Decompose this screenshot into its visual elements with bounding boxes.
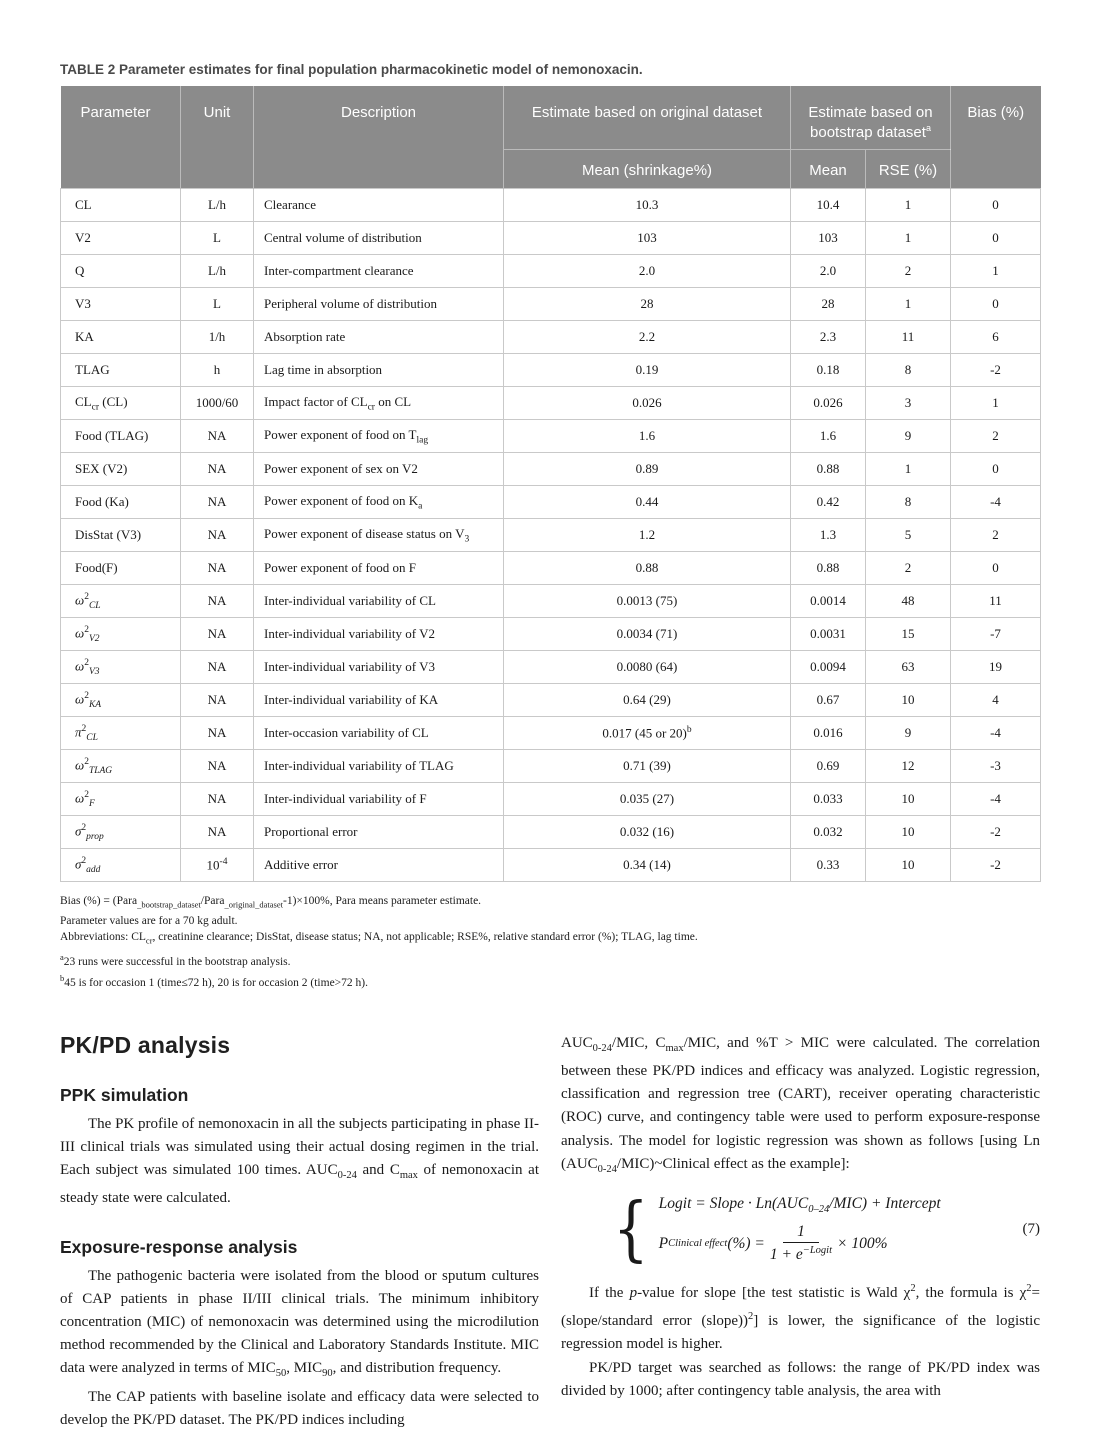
cell-est: 0.017 (45 or 20)$^b$	[504, 717, 791, 750]
cell-est: 0.71 (39)	[504, 750, 791, 783]
cell-mean: 0.18	[791, 354, 866, 387]
cell-rse: 1	[866, 222, 951, 255]
cell-param: $CL_{cr}$ (CL)	[61, 387, 181, 420]
cell-rse: 63	[866, 651, 951, 684]
cell-param: $\omega^2_{KA}$	[61, 684, 181, 717]
col-header-original-estimate: Estimate based on original dataset	[504, 86, 791, 150]
cell-est: 0.34 (14)	[504, 849, 791, 882]
cell-est: 0.64 (29)	[504, 684, 791, 717]
cell-param: DisStat (V3)	[61, 519, 181, 552]
equation-line-logit: Logit = Slope · $Ln(AUC_{0-24}/MIC)$ + Intercept	[658, 1194, 941, 1216]
equation-brace: {	[613, 1188, 649, 1270]
cell-unit: NA	[181, 585, 254, 618]
footnotes	[60, 893, 1040, 992]
cell-rse: 8	[866, 486, 951, 519]
cell-unit: NA	[181, 816, 254, 849]
table-row	[61, 684, 1041, 717]
cell-bias: -2	[951, 849, 1041, 882]
table-row	[61, 222, 1041, 255]
cell-param: Food (TLAG)	[61, 420, 181, 453]
cell-desc: Inter-individual variability of KA	[254, 684, 504, 717]
cell-bias: 0	[951, 189, 1041, 222]
cell-param: Food(F)	[61, 552, 181, 585]
cell-mean: 0.0014	[791, 585, 866, 618]
cell-desc: Central volume of distribution	[254, 222, 504, 255]
cell-desc: Inter-individual variability of CL	[254, 585, 504, 618]
table-row	[61, 321, 1041, 354]
cell-desc: Absorption rate	[254, 321, 504, 354]
cell-param: TLAG	[61, 354, 181, 387]
cell-param: SEX (V2)	[61, 453, 181, 486]
cell-est: 10.3	[504, 189, 791, 222]
cell-bias: -4	[951, 783, 1041, 816]
cell-est: 0.032 (16)	[504, 816, 791, 849]
cell-mean: 0.88	[791, 552, 866, 585]
cell-unit: NA	[181, 552, 254, 585]
right-column	[561, 1032, 1040, 1432]
cell-param: $\omega^2_F$	[61, 783, 181, 816]
table-row	[61, 618, 1041, 651]
cell-mean: 0.032	[791, 816, 866, 849]
cell-unit: L/h	[181, 255, 254, 288]
cell-unit: NA	[181, 453, 254, 486]
paragraph-ppk-simulation: The PK profile of nemonoxacin in all the subjects participating in phase II-III clinical trials was simulated using their actual dosing regimen in the trial. Each subject was simulated 100 times. $AUC_{0-24}$ and $C_{max}$ of nemonoxacin at steady state were calculated.	[60, 1115, 539, 1207]
cell-est: 0.0080 (64)	[504, 651, 791, 684]
table-row	[61, 255, 1041, 288]
footnote: $^a$23 runs were successful in the bootstrap analysis.	[60, 952, 291, 968]
cell-mean: 0.69	[791, 750, 866, 783]
equation-7	[561, 1188, 1040, 1270]
parameter-table	[60, 86, 1041, 882]
fraction-denominator	[770, 1243, 832, 1265]
cell-rse: 15	[866, 618, 951, 651]
equation-p-subscript: Clinical effect	[668, 1238, 728, 1250]
cell-bias: 0	[951, 222, 1041, 255]
cell-mean: 0.0031	[791, 618, 866, 651]
cell-rse: 8	[866, 354, 951, 387]
col-subheader-mean: Mean	[791, 150, 866, 189]
cell-rse: 12	[866, 750, 951, 783]
cell-mean: 28	[791, 288, 866, 321]
col-header-unit: Unit	[181, 86, 254, 189]
cell-rse: 1	[866, 453, 951, 486]
cell-bias: 19	[951, 651, 1041, 684]
cell-est: 28	[504, 288, 791, 321]
cell-mean: 1.3	[791, 519, 866, 552]
fraction-numerator: 1	[783, 1222, 819, 1243]
cell-desc: Lag time in absorption	[254, 354, 504, 387]
cell-desc: Power exponent of sex on V2	[254, 453, 504, 486]
col-subheader-rse: RSE (%)	[866, 150, 951, 189]
cell-rse: 2	[866, 552, 951, 585]
cell-est: 0.44	[504, 486, 791, 519]
equation-mid: (%) =	[727, 1234, 765, 1252]
footnote: Abbreviations: $CL_{cr}$, creatinine clearance; DisStat, disease status; NA, not applicable; RSE%, relative standard error (%); TLAG, lag time.	[60, 931, 698, 946]
footnote: Parameter values are for a 70 kg adult.	[60, 914, 238, 927]
paragraph-right-1: $AUC_{0-24}$/MIC, $C_{max}$/MIC, and %T > MIC were calculated. The correlation between these PK/PD indices and efficacy was analyzed. Logistic regression, classification and regression tree (CART), receiver operating characteristic (ROC) curve, and contingency table were used to perform exposure-response analysis. The model for logistic regression was shown as follows [using Ln $(AUC_{0-24}/MIC)\sim Clinical$ effect as the example]:	[561, 1034, 1041, 1175]
table-row	[61, 420, 1041, 453]
cell-param: KA	[61, 321, 181, 354]
cell-rse: 1	[866, 189, 951, 222]
cell-est: 1.6	[504, 420, 791, 453]
cell-bias: 11	[951, 585, 1041, 618]
table-row	[61, 189, 1041, 222]
cell-unit: NA	[181, 420, 254, 453]
cell-bias: 0	[951, 288, 1041, 321]
col-header-bias: Bias (%)	[951, 86, 1041, 189]
cell-desc: Inter-individual variability of V2	[254, 618, 504, 651]
cell-unit: NA	[181, 651, 254, 684]
table-header	[61, 86, 1041, 189]
cell-desc: Inter-individual variability of F	[254, 783, 504, 816]
cell-rse: 11	[866, 321, 951, 354]
cell-desc: Proportional error	[254, 816, 504, 849]
subsection-heading-exposure-response: Exposure-response analysis	[60, 1236, 298, 1257]
cell-param: V3	[61, 288, 181, 321]
table-row	[61, 750, 1041, 783]
cell-bias: -3	[951, 750, 1041, 783]
cell-est: 2.2	[504, 321, 791, 354]
cell-rse: 2	[866, 255, 951, 288]
cell-mean: 0.0094	[791, 651, 866, 684]
denominator-exponent: −Logit	[802, 1245, 832, 1257]
cell-mean: 10.4	[791, 189, 866, 222]
cell-unit: NA	[181, 486, 254, 519]
cell-est: 0.19	[504, 354, 791, 387]
cell-param: $\omega^2_{V3}$	[61, 651, 181, 684]
cell-rse: 9	[866, 420, 951, 453]
cell-unit: NA	[181, 684, 254, 717]
cell-mean: 0.026	[791, 387, 866, 420]
footnote: Bias (%) = (Para$_{\_bootstrap\_dataset}$/Para$_{\_original\_dataset}$-1)×100%, Para means parameter estimate.	[60, 895, 482, 910]
cell-bias: 4	[951, 684, 1041, 717]
cell-est: 0.88	[504, 552, 791, 585]
cell-est: 103	[504, 222, 791, 255]
section-heading-pkpd-analysis: PK/PD analysis	[60, 1031, 231, 1058]
cell-bias: -4	[951, 486, 1041, 519]
table-row	[61, 453, 1041, 486]
cell-desc: Power exponent of food on $K_a$	[254, 486, 504, 519]
table-row	[61, 783, 1041, 816]
cell-rse: 10	[866, 684, 951, 717]
cell-est: 0.89	[504, 453, 791, 486]
table-body	[61, 189, 1041, 882]
col-subheader-mean-shrinkage: Mean (shrinkage%)	[504, 150, 791, 189]
cell-mean: 2.3	[791, 321, 866, 354]
cell-mean: 0.033	[791, 783, 866, 816]
cell-bias: -2	[951, 816, 1041, 849]
cell-mean: 0.67	[791, 684, 866, 717]
cell-bias: 1	[951, 255, 1041, 288]
cell-rse: 10	[866, 849, 951, 882]
cell-unit: NA	[181, 618, 254, 651]
cell-unit: $10^{-4}$	[181, 849, 254, 882]
cell-desc: Peripheral volume of distribution	[254, 288, 504, 321]
cell-desc: Inter-occasion variability of CL	[254, 717, 504, 750]
cell-bias: 6	[951, 321, 1041, 354]
left-column	[60, 1032, 539, 1432]
table-row	[61, 387, 1041, 420]
cell-mean: 0.42	[791, 486, 866, 519]
cell-unit: 1000/60	[181, 387, 254, 420]
table-row	[61, 717, 1041, 750]
cell-param: $\omega^2_{TLAG}$	[61, 750, 181, 783]
table-row	[61, 552, 1041, 585]
cell-est: 2.0	[504, 255, 791, 288]
equation-lines	[649, 1195, 941, 1265]
table-row	[61, 486, 1041, 519]
cell-est: 1.2	[504, 519, 791, 552]
cell-rse: 1	[866, 288, 951, 321]
cell-unit: NA	[181, 717, 254, 750]
cell-mean: 1.6	[791, 420, 866, 453]
cell-bias: -7	[951, 618, 1041, 651]
cell-param: Q	[61, 255, 181, 288]
denominator-base: 1 + e	[769, 1246, 803, 1264]
table-row	[61, 849, 1041, 882]
col-header-description: Description	[254, 86, 504, 189]
cell-bias: -4	[951, 717, 1041, 750]
equation-line-probability	[659, 1222, 941, 1265]
cell-param: $\sigma^2_{add}$	[61, 849, 181, 882]
table-row	[61, 519, 1041, 552]
cell-unit: NA	[181, 519, 254, 552]
cell-desc: Power exponent of food on $T_{lag}$	[254, 420, 504, 453]
cell-desc: Additive error	[254, 849, 504, 882]
cell-mean: 0.88	[791, 453, 866, 486]
equation-number: (7)	[1022, 1221, 1040, 1238]
cell-unit: NA	[181, 783, 254, 816]
cell-bias: 0	[951, 552, 1041, 585]
cell-param: V2	[61, 222, 181, 255]
cell-est: 0.0013 (75)	[504, 585, 791, 618]
cell-mean: 103	[791, 222, 866, 255]
cell-est: 0.0034 (71)	[504, 618, 791, 651]
cell-unit: L	[181, 288, 254, 321]
cell-bias: -2	[951, 354, 1041, 387]
cell-param: $\omega^2_{V2}$	[61, 618, 181, 651]
cell-mean: 0.33	[791, 849, 866, 882]
cell-est: 0.026	[504, 387, 791, 420]
cell-mean: 2.0	[791, 255, 866, 288]
cell-unit: NA	[181, 750, 254, 783]
cell-desc: Power exponent of disease status on $V_3$	[254, 519, 504, 552]
footnote: $^b$45 is for occasion 1 (time≤72 h), 20 is for occasion 2 (time>72 h).	[60, 973, 368, 990]
cell-unit: L	[181, 222, 254, 255]
cell-desc: Impact factor of $CL_{cr}$ on CL	[254, 387, 504, 420]
cell-unit: 1/h	[181, 321, 254, 354]
col-header-bootstrap-estimate	[791, 86, 951, 150]
cell-rse: 48	[866, 585, 951, 618]
cell-param: $\omega^2_{CL}$	[61, 585, 181, 618]
cell-param: Food (Ka)	[61, 486, 181, 519]
text-columns	[60, 1032, 1040, 1432]
cell-mean: 0.016	[791, 717, 866, 750]
cell-rse: 9	[866, 717, 951, 750]
cell-desc: Power exponent of food on F	[254, 552, 504, 585]
cell-rse: 5	[866, 519, 951, 552]
equation-p-symbol: P	[658, 1234, 669, 1252]
cell-param: CL	[61, 189, 181, 222]
cell-desc: Inter-individual variability of V3	[254, 651, 504, 684]
subsection-heading-ppk-simulation: PPK simulation	[60, 1084, 189, 1105]
cell-rse: 10	[866, 816, 951, 849]
cell-desc: Clearance	[254, 189, 504, 222]
cell-rse: 10	[866, 783, 951, 816]
cell-est: 0.035 (27)	[504, 783, 791, 816]
table-row	[61, 354, 1041, 387]
cell-desc: Inter-compartment clearance	[254, 255, 504, 288]
cell-unit: h	[181, 354, 254, 387]
bootstrap-label: Estimate based on bootstrap dataset	[808, 104, 933, 141]
cell-param: $\pi^2_{CL}$	[61, 717, 181, 750]
bootstrap-footnote-marker: a	[925, 122, 931, 133]
table-row	[61, 288, 1041, 321]
equation-tail: × 100%	[837, 1234, 888, 1252]
cell-bias: 1	[951, 387, 1041, 420]
equation-fraction	[770, 1222, 832, 1265]
paragraph-right-2: If the p-value for slope [the test statistic is Wald $\chi^2$, the formula is $\chi^2=(slope$/standard error (slope))$^2$] is lower, the significance of the logistic regression model is higher.	[561, 1282, 1040, 1353]
table-title: TABLE 2 Parameter estimates for final population pharmacokinetic model of nemonoxacin.	[60, 62, 643, 77]
cell-desc: Inter-individual variability of TLAG	[254, 750, 504, 783]
paragraph-right-3: PK/PD target was searched as follows: the range of PK/PD index was divided by 1000; after contingency table analysis, the area with	[561, 1359, 1040, 1399]
cell-rse: 3	[866, 387, 951, 420]
cell-unit: L/h	[181, 189, 254, 222]
paragraph-exposure-2: The CAP patients with baseline isolate and efficacy data were selected to develop the PK/PD dataset. The PK/PD indices including	[60, 1388, 539, 1428]
cell-param: $\sigma^2_{prop}$	[61, 816, 181, 849]
table-row	[61, 585, 1041, 618]
table-row	[61, 816, 1041, 849]
col-header-parameter: Parameter	[61, 86, 181, 189]
cell-bias: 2	[951, 519, 1041, 552]
paragraph-exposure-1: The pathogenic bacteria were isolated from the blood or sputum cultures of CAP patients in phase II/III clinical trials. The minimum inhibitory concentration (MIC) of nemonoxacin was determined using the microdilution method recommended by the Clinical and Laboratory Standards Institute. MIC data were analyzed in terms of $MIC_{50}$, $MIC_{90}$, and distribution frequency.	[60, 1267, 539, 1380]
table-row	[61, 651, 1041, 684]
cell-bias: 0	[951, 453, 1041, 486]
cell-bias: 2	[951, 420, 1041, 453]
